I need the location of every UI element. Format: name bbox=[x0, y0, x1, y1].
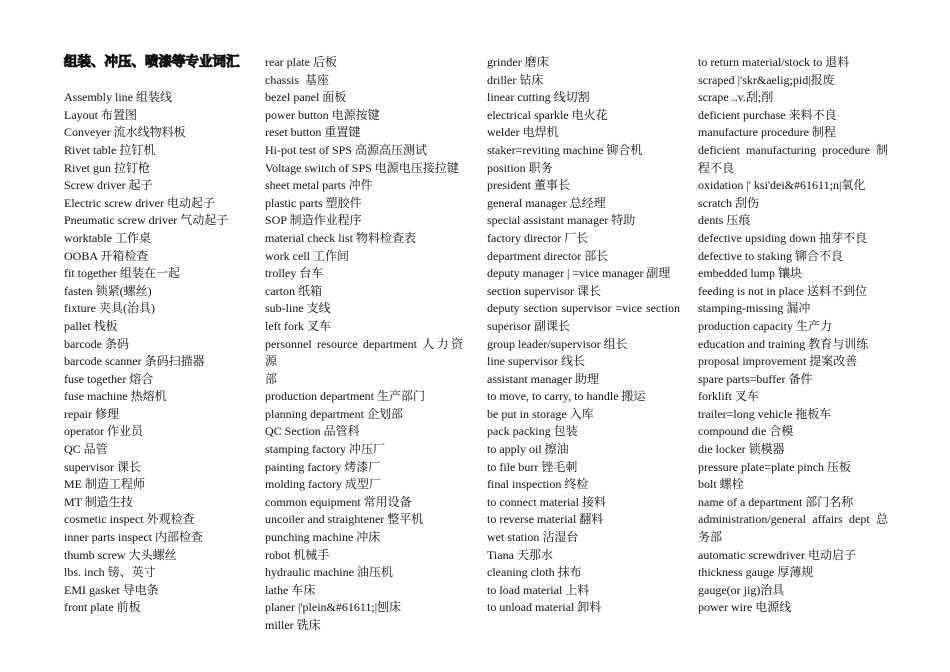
vocab-item: driller 钻床 bbox=[487, 72, 544, 87]
vocab-item: stamping-missing 漏冲 bbox=[698, 301, 811, 316]
vocab-item: forklift 叉车 bbox=[698, 389, 759, 404]
vocab-item: embedded lump 镶块 bbox=[698, 266, 802, 281]
vocab-item: Assembly line 组装线 bbox=[64, 90, 172, 105]
vocab-item: OOBA 开箱检查 bbox=[64, 248, 149, 263]
vocab-item: dents 压痕 bbox=[698, 213, 751, 228]
vocab-item: lbs. inch 镑、英寸 bbox=[64, 565, 156, 580]
page-title: 组装、冲压、喷漆等专业词汇 bbox=[64, 54, 240, 70]
vocab-item: Rivet gun 拉钉枪 bbox=[64, 160, 150, 175]
vocab-item: scraped |'skr&aelig;pid|报废 bbox=[698, 72, 835, 87]
vocab-item: defective upsiding down 抽芽不良 bbox=[698, 230, 867, 245]
vocab-item: power button 电源按键 bbox=[265, 107, 380, 122]
vocab-item: thickness gauge 厚薄规 bbox=[698, 565, 814, 580]
vocab-item: molding factory 成型厂 bbox=[265, 477, 381, 492]
vocab-item: welder 电焊机 bbox=[487, 125, 559, 140]
vocab-item-line: superisor 副课长 bbox=[487, 318, 570, 333]
vocab-item: education and training 教育与训练 bbox=[698, 336, 869, 351]
vocab-item: wet station 沾湿台 bbox=[487, 530, 579, 545]
vocab-item: grinder 磨床 bbox=[487, 55, 549, 69]
vocab-item: Tiana 天那水 bbox=[487, 547, 553, 562]
vocab-item: be put in storage 入库 bbox=[487, 406, 594, 421]
vocab-item: Voltage switch of SPS 电源电压接拉键 bbox=[265, 160, 459, 175]
vocab-item: manufacture procedure 制程 bbox=[698, 125, 836, 140]
vocab-item: uncoiler and straightener 整平机 bbox=[265, 512, 424, 527]
vocab-item: planer |'plein&#61611;|刨床 bbox=[265, 600, 402, 615]
vocab-item: SOP 制造作业程序 bbox=[265, 213, 362, 228]
vocab-item: assistant manager 助理 bbox=[487, 371, 599, 386]
vocab-item: plastic parts 塑胶件 bbox=[265, 195, 362, 210]
vocab-item: president 董事长 bbox=[487, 178, 570, 193]
vocab-item: compound die 合模 bbox=[698, 424, 794, 439]
vocab-item: miller 铣床 bbox=[265, 618, 321, 632]
vocab-item: cosmetic inspect 外观检查 bbox=[64, 512, 195, 527]
vocab-item: group leader/supervisor 组长 bbox=[487, 336, 628, 351]
vocab-item: power wire 电源线 bbox=[698, 600, 792, 615]
vocab-item: ME 制造工程师 bbox=[64, 477, 146, 492]
vocab-item: left fork 叉车 bbox=[265, 318, 331, 333]
vocab-item: to load material 上料 bbox=[487, 582, 590, 597]
vocab-item: production capacity 生产力 bbox=[698, 318, 832, 333]
vocab-item bbox=[698, 142, 888, 177]
vocab-item: supervisor 课长 bbox=[64, 459, 141, 474]
vocab-item: spare parts=buffer 备件 bbox=[698, 371, 813, 386]
vocab-item: fixture 夹具(治具) bbox=[64, 301, 155, 316]
vocab-item: Electric screw driver 电动起子 bbox=[64, 195, 215, 210]
vocab-item: to unload material 卸料 bbox=[487, 600, 602, 615]
vocab-item: fit together 组装在一起 bbox=[64, 266, 180, 281]
vocab-item: general manager 总经理 bbox=[487, 195, 606, 210]
vocab-item: Layout 布置图 bbox=[64, 107, 137, 122]
vocab-item: sheet metal parts 冲件 bbox=[265, 178, 373, 193]
vocab-item: deputy manager | =vice manager 副理 bbox=[487, 266, 671, 281]
vocab-item: to apply oil 擦油 bbox=[487, 442, 569, 457]
vocab-item: Pneumatic screw driver 气动起子 bbox=[64, 213, 229, 228]
vocab-item-line: 务部 bbox=[698, 530, 723, 545]
vocab-item-line: deputy section supervisor =vice section bbox=[487, 301, 680, 316]
vocab-item: final inspection 终检 bbox=[487, 477, 589, 492]
vocab-item: pallet 栈板 bbox=[64, 318, 118, 333]
vocab-item: hydraulic machine 油压机 bbox=[265, 565, 393, 580]
vocab-item-line: 程不良 bbox=[698, 160, 735, 175]
vocab-item: linear cutting 线切割 bbox=[487, 90, 590, 105]
vocab-item: special assistant manager 特助 bbox=[487, 213, 636, 228]
vocab-item: pack packing 包装 bbox=[487, 424, 578, 439]
vocab-item: material check list 物料检查表 bbox=[265, 230, 416, 245]
vocab-item: to file burr 锉毛刺 bbox=[487, 459, 578, 474]
vocab-item: Rivet table 拉钉机 bbox=[64, 142, 156, 157]
vocab-item bbox=[487, 300, 680, 335]
vocab-item: department director 部长 bbox=[487, 248, 609, 263]
vocab-item: trailer=long vehicle 拖板车 bbox=[698, 406, 832, 421]
vocab-item: oxidation |' ksi'dei&#61611;n|氧化 bbox=[698, 178, 866, 193]
vocab-item: painting factory 烤漆厂 bbox=[265, 459, 381, 474]
vocab-item: barcode scanner 条码扫描器 bbox=[64, 354, 205, 369]
vocab-item: QC Section 品管科 bbox=[265, 424, 360, 439]
vocab-item-line: personnel resource department 人力资源 bbox=[265, 336, 463, 369]
vocab-item: punching machine 冲床 bbox=[265, 530, 381, 545]
vocab-item: proposal improvement 提案改善 bbox=[698, 354, 858, 369]
vocab-item: name of a department 部门名称 bbox=[698, 494, 854, 509]
vocab-item: section supervisor 课长 bbox=[487, 283, 601, 298]
vocab-item: production department 生产部门 bbox=[265, 389, 425, 404]
vocab-item: operator 作业员 bbox=[64, 424, 143, 439]
vocab-item: Hi-pot test of SPS 高源高压测试 bbox=[265, 142, 428, 157]
vocab-item: die locker 锁模器 bbox=[698, 442, 785, 457]
vocab-item: line supervisor 线长 bbox=[487, 354, 585, 369]
vocab-item: bezel panel 面板 bbox=[265, 90, 347, 105]
vocab-item: electrical sparkle 电火花 bbox=[487, 107, 608, 122]
vocab-column-1 bbox=[64, 54, 250, 617]
vocab-item: reset button 重置键 bbox=[265, 125, 361, 140]
vocab-item: carton 纸箱 bbox=[265, 283, 322, 298]
vocab-item: scrape ..v.刮;削 bbox=[698, 90, 774, 105]
vocab-item-line: deficient manufacturing procedure 制 bbox=[698, 142, 888, 157]
vocab-item: fasten 锁紧(螺丝) bbox=[64, 283, 152, 298]
vocab-column-2 bbox=[265, 54, 463, 635]
vocab-item: scratch 刮伤 bbox=[698, 195, 759, 210]
vocab-item: planning department 企划部 bbox=[265, 406, 403, 421]
vocab-item-line: 部 bbox=[265, 371, 278, 386]
vocab-item-line: administration/general affairs dept 总 bbox=[698, 512, 888, 527]
vocab-item: fuse together 熔合 bbox=[64, 371, 154, 386]
vocab-column-4 bbox=[698, 54, 888, 617]
vocab-item: fuse machine 热熔机 bbox=[64, 389, 167, 404]
vocab-item: staker=reviting machine 铆合机 bbox=[487, 142, 643, 157]
vocab-item: pressure plate=plate pinch 压板 bbox=[698, 459, 852, 474]
vocab-item: EMI gasket 导电条 bbox=[64, 582, 159, 597]
vocab-item: MT 制造生技 bbox=[64, 494, 133, 509]
vocab-item: Screw driver 起子 bbox=[64, 178, 153, 193]
vocab-item: bolt 螺栓 bbox=[698, 477, 744, 492]
vocab-item: trolley 台车 bbox=[265, 266, 324, 281]
vocab-item bbox=[265, 336, 463, 389]
vocab-item: to return material/stock to 退料 bbox=[698, 55, 850, 69]
vocab-item: factory director 厂长 bbox=[487, 230, 589, 245]
vocab-item: work cell 工作间 bbox=[265, 248, 349, 263]
vocab-item: deficient purchase 来料不良 bbox=[698, 107, 837, 122]
vocab-item: rear plate 后板 bbox=[265, 55, 337, 69]
vocab-item: to connect material 接料 bbox=[487, 494, 606, 509]
vocab-item: robot 机械手 bbox=[265, 547, 330, 562]
vocab-item: cleaning cloth 抹布 bbox=[487, 565, 582, 580]
vocab-item: lathe 车床 bbox=[265, 582, 316, 597]
vocab-item: common equipment 常用设备 bbox=[265, 494, 412, 509]
vocab-item: thumb screw 大头螺丝 bbox=[64, 547, 177, 562]
vocab-item: worktable 工作桌 bbox=[64, 230, 151, 245]
vocab-item: automatic screwdriver 电动启子 bbox=[698, 547, 856, 562]
vocab-item: to reverse material 翻料 bbox=[487, 512, 604, 527]
vocab-item: position 职务 bbox=[487, 160, 553, 175]
vocab-item: repair 修理 bbox=[64, 406, 119, 421]
vocab-item: gauge(or jig)治具 bbox=[698, 582, 785, 597]
vocab-column-3 bbox=[487, 54, 680, 617]
vocab-item: QC 品管 bbox=[64, 442, 108, 457]
vocab-item: Conveyer 流水线物料板 bbox=[64, 125, 186, 140]
vocab-item: defective to staking 铆合不良 bbox=[698, 248, 843, 263]
vocab-item: barcode 条码 bbox=[64, 336, 129, 351]
vocab-item: to move, to carry, to handle 搬运 bbox=[487, 389, 646, 404]
vocab-item: stamping factory 冲压厂 bbox=[265, 442, 385, 457]
vocab-item bbox=[698, 511, 888, 546]
vocab-item: inner parts inspect 内部检查 bbox=[64, 530, 203, 545]
vocab-item: front plate 前板 bbox=[64, 600, 141, 615]
vocab-item: chassis 基座 bbox=[265, 72, 329, 87]
vocab-item: feeding is not in place 送料不到位 bbox=[698, 283, 867, 298]
vocab-item: sub-line 支线 bbox=[265, 301, 331, 316]
